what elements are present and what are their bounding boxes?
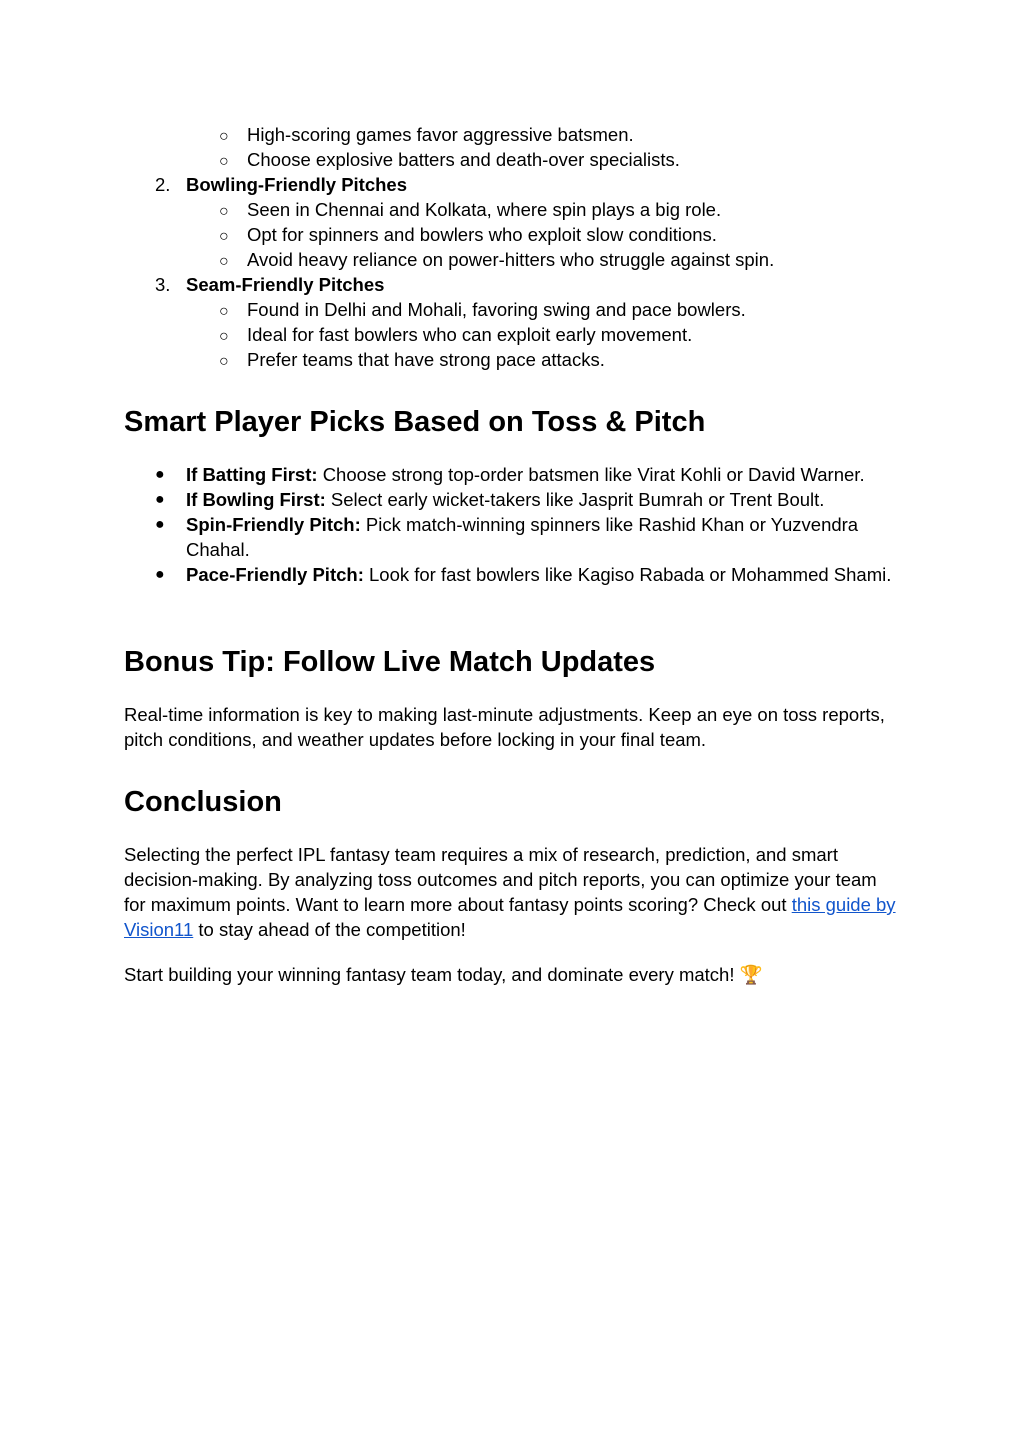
conclusion-paragraph	[124, 842, 899, 942]
list-subitem	[219, 147, 680, 174]
bullet-item-pace-friendly	[155, 562, 895, 587]
numbered-item-bowling	[155, 172, 407, 197]
circle-bullet-icon: ○	[219, 303, 229, 320]
bullet-label: Pace-Friendly Pitch:	[186, 564, 364, 585]
bullet-item-bowling-first	[155, 487, 895, 512]
circle-bullet-icon: ○	[219, 353, 229, 370]
bullet-item-batting-first	[155, 462, 895, 487]
section-heading-smart-picks: Smart Player Picks Based on Toss & Pitch	[124, 406, 706, 438]
subitem-text: Choose explosive batters and death-over specialists.	[247, 149, 680, 170]
subitem-text: Found in Delhi and Mohali, favoring swing and pace bowlers.	[247, 299, 746, 320]
dot-bullet-icon: ●	[155, 566, 165, 583]
dot-bullet-icon: ●	[155, 491, 165, 508]
circle-bullet-icon: ○	[219, 228, 229, 245]
subitem-text: Ideal for fast bowlers who can exploit early movement.	[247, 324, 693, 345]
conclusion-text-before: Selecting the perfect IPL fantasy team requires a mix of research, prediction, and smart decision-making. By analyzing toss outcomes and pitch reports, you can optimize your team for maximum points. Want to learn more about fantasy points scoring? Check out	[124, 844, 877, 915]
bullet-content	[186, 462, 865, 487]
item-title: Bowling-Friendly Pitches	[186, 174, 407, 195]
item-title: Seam-Friendly Pitches	[186, 274, 385, 295]
list-subitem	[219, 122, 634, 149]
bullet-content	[186, 487, 824, 512]
circle-bullet-icon: ○	[219, 153, 229, 170]
circle-bullet-icon: ○	[219, 253, 229, 270]
section-heading-bonus-tip: Bonus Tip: Follow Live Match Updates	[124, 646, 656, 678]
section-heading-conclusion: Conclusion	[124, 786, 282, 818]
numbered-item-seam	[155, 272, 384, 297]
subitem-text: Seen in Chennai and Kolkata, where spin plays a big role.	[247, 199, 722, 220]
item-number: 2.	[155, 174, 171, 195]
list-subitem	[219, 322, 692, 349]
subitem-text: Prefer teams that have strong pace attacks.	[247, 349, 605, 370]
bullet-text: Pick match-winning spinners like Rashid Khan or Yuzvendra Chahal.	[186, 514, 859, 560]
subitem-text: Opt for spinners and bowlers who exploit slow conditions.	[247, 224, 717, 245]
bullet-item-spin-friendly	[155, 512, 895, 562]
bullet-text: Look for fast bowlers like Kagiso Rabada or Mohammed Shami.	[369, 564, 892, 585]
bullet-text: Select early wicket-takers like Jasprit Bumrah or Trent Boult.	[330, 489, 825, 510]
subitem-text: High-scoring games favor aggressive batsmen.	[247, 124, 634, 145]
list-subitem	[219, 222, 717, 249]
circle-bullet-icon: ○	[219, 128, 229, 145]
bullet-content	[186, 562, 891, 587]
list-subitem	[219, 247, 774, 274]
bullet-label: Spin-Friendly Pitch:	[186, 514, 361, 535]
dot-bullet-icon: ●	[155, 516, 165, 533]
list-subitem	[219, 347, 605, 374]
bullet-content	[186, 512, 895, 562]
bonus-paragraph: Real-time information is key to making last-minute adjustments. Keep an eye on toss reports, pitch conditions, and weather updates before locking in your final team.	[124, 704, 885, 750]
circle-bullet-icon: ○	[219, 328, 229, 345]
dot-bullet-icon: ●	[155, 466, 165, 483]
bullet-label: If Bowling First:	[186, 489, 326, 510]
conclusion-text-after: to stay ahead of the competition!	[193, 919, 466, 940]
closing-text: Start building your winning fantasy team today, and dominate every match!	[124, 964, 740, 985]
list-subitem	[219, 297, 746, 324]
vision11-guide-link[interactable]: this guide by Vision11	[124, 894, 896, 940]
list-subitem	[219, 197, 721, 224]
bullet-label: If Batting First:	[186, 464, 318, 485]
subitem-text: Avoid heavy reliance on power-hitters who struggle against spin.	[247, 249, 775, 270]
trophy-icon: 🏆	[739, 964, 763, 985]
bullet-text: Choose strong top-order batsmen like Virat Kohli or David Warner.	[322, 464, 865, 485]
closing-paragraph	[124, 962, 899, 987]
circle-bullet-icon: ○	[219, 203, 229, 220]
item-number: 3.	[155, 274, 171, 295]
